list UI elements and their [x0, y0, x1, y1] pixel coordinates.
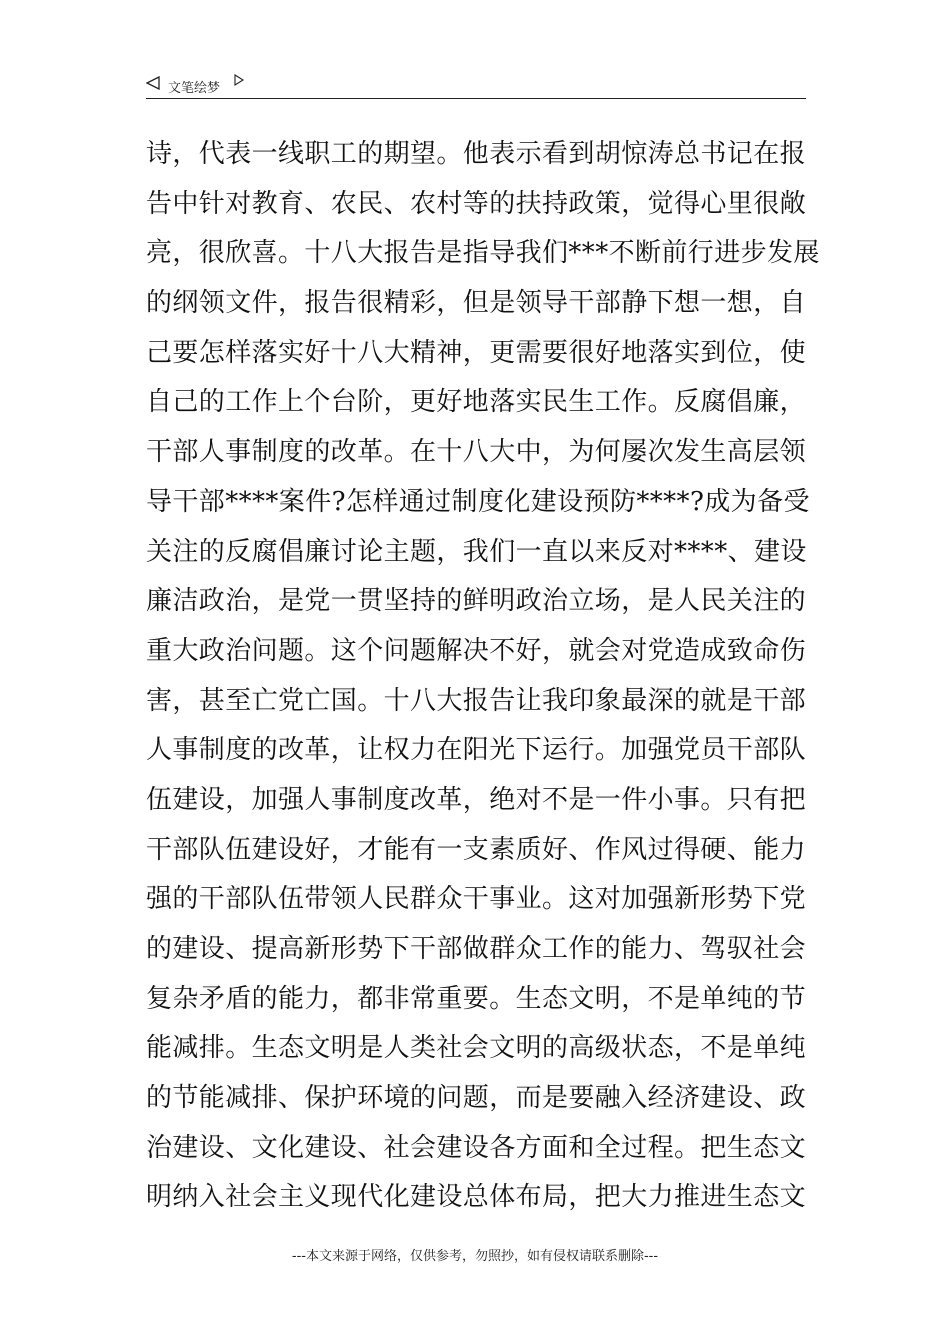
header-brand: 文笔绘梦: [168, 81, 221, 96]
text-line: 导干部****案件?怎样通过制度化建设预防****?成为备受: [146, 486, 810, 517]
text-line: 关注的反腐倡廉讨论主题，我们一直以来反对****、建设: [146, 536, 807, 567]
text-line: 亮，很欣喜。十八大报告是指导我们***不断前行进步发展: [146, 238, 820, 269]
text-line: 能减排。生态文明是人类社会文明的高级状态，不是单纯: [146, 1033, 807, 1064]
text-line: 的建设、提高新形势下干部做群众工作的能力、驾驭社会: [146, 934, 807, 964]
body-text: [146, 130, 820, 1223]
footer-disclaimer: ---本文来源于网络，仅供参考，勿照抄，如有侵权请联系删除---: [291, 1249, 659, 1264]
text-line: 强的干部队伍带领人民群众干事业。这对加强新形势下党: [146, 884, 807, 915]
page-header: [146, 72, 806, 99]
text-line: 人事制度的改革，让权力在阳光下运行。加强党员干部队: [146, 735, 807, 766]
text-line: 复杂矛盾的能力，都非常重要。生态文明，不是单纯的节: [146, 983, 807, 1014]
text-line: 害，甚至亡党亡国。十八大报告让我印象最深的就是干部: [146, 685, 807, 716]
text-line: 自己的工作上个台阶，更好地落实民生工作。反腐倡廉，: [146, 387, 807, 418]
text-line: 治建设、文化建设、社会建设各方面和全过程。把生态文: [146, 1132, 807, 1163]
text-line: 干部人事制度的改革。在十八大中，为何屡次发生高层领: [146, 437, 807, 468]
text-line: 重大政治问题。这个问题解决不好，就会对党造成致命伤: [146, 635, 807, 666]
text-line: 的纲领文件，报告很精彩，但是领导干部静下想一想，自: [146, 288, 807, 319]
triangle-right-icon: [234, 74, 244, 90]
text-line: 的节能减排、保护环境的问题，而是要融入经济建设、政: [146, 1083, 807, 1114]
text-line: 廉洁政治，是党一贯坚持的鲜明政治立场，是人民关注的: [146, 586, 807, 617]
text-line: 伍建设，加强人事制度改革，绝对不是一件小事。只有把: [146, 784, 807, 815]
text-line: 告中针对教育、农民、农村等的扶持政策，觉得心里很敞: [146, 188, 807, 219]
text-line: 己要怎样落实好十八大精神，更需要很好地落实到位，使: [146, 337, 807, 368]
triangle-left-icon: [146, 76, 160, 94]
text-line: 诗，代表一线职工的期望。他表示看到胡惊涛总书记在报: [146, 139, 807, 169]
text-line: 干部队伍建设好，才能有一支素质好、作风过得硬、能力: [146, 834, 807, 865]
text-line: 明纳入社会主义现代化建设总体布局，把大力推进生态文: [146, 1182, 807, 1213]
